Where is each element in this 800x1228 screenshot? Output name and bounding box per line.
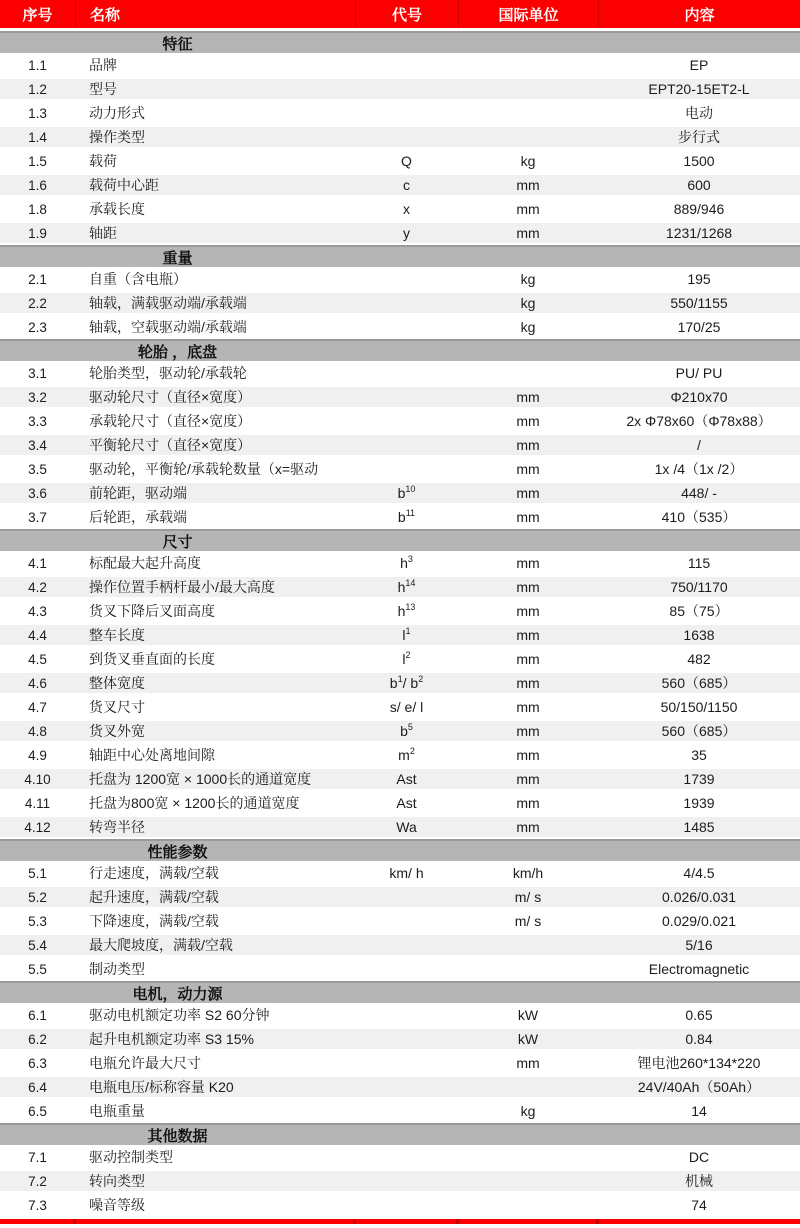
row-value-cell: 1638	[683, 627, 715, 643]
spec-row	[0, 623, 800, 647]
row-name-cell: 货叉下降后叉面高度	[89, 603, 215, 619]
row-number-cell: 7.2	[28, 1173, 47, 1189]
row-number-cell: 3.4	[28, 437, 47, 453]
row-number-cell: 5.4	[28, 937, 47, 953]
row-number-cell: 1.9	[28, 225, 47, 241]
row-name-cell: 驱动控制类型	[89, 1149, 173, 1165]
row-number-cell: 3.3	[28, 413, 47, 429]
row-value-cell: 550/1155	[670, 295, 728, 311]
row-value-cell: 步行式	[678, 129, 720, 145]
row-number-cell: 1.4	[28, 129, 47, 145]
row-symbol-cell: x	[403, 201, 410, 217]
row-value-cell: 889/946	[673, 201, 725, 217]
row-number-cell: 3.6	[28, 485, 47, 501]
spec-row	[0, 815, 800, 839]
row-name-cell: 轴距	[89, 225, 117, 241]
spec-row	[0, 957, 800, 981]
spec-row	[0, 1193, 800, 1217]
row-unit-cell: m/ s	[514, 889, 542, 905]
section-header	[0, 31, 800, 53]
spec-row	[0, 1075, 800, 1099]
row-symbol-cell: b 11	[397, 508, 416, 525]
row-symbol-cell: s/ e/ l	[389, 699, 424, 715]
row-value-cell: 1x /4（1x /2）	[654, 461, 744, 477]
row-value-cell: 170/25	[677, 319, 721, 335]
section-title: 尺寸	[162, 533, 193, 551]
footer-divider	[73, 1219, 76, 1224]
row-unit-cell: mm	[516, 413, 540, 429]
row-name-cell: 最大爬坡度，满载/空载	[89, 937, 233, 953]
row-name-cell: 驱动电机额定功率 S2 60分钟	[89, 1007, 270, 1023]
row-name-cell: 货叉尺寸	[89, 699, 145, 715]
footer-divider	[456, 1219, 459, 1224]
spec-row	[0, 1099, 800, 1123]
row-name-cell: 整车长度	[89, 627, 145, 643]
row-number-cell: 7.3	[28, 1197, 47, 1213]
row-number-cell: 5.1	[28, 865, 47, 881]
row-value-cell: 35	[691, 747, 707, 763]
row-value-cell: 1500	[683, 153, 715, 169]
row-name-cell: 到货叉垂直面的长度	[89, 651, 215, 667]
row-name-cell: 噪音等级	[89, 1197, 145, 1213]
spec-row	[0, 315, 800, 339]
row-value-cell: 0.029/0.021	[662, 913, 736, 929]
spec-row	[0, 743, 800, 767]
spec-row	[0, 173, 800, 197]
row-name-cell: 行走速度，满载/空载	[89, 865, 219, 881]
spec-row	[0, 385, 800, 409]
row-symbol-cell: c	[403, 177, 410, 193]
row-number-cell: 4.10	[24, 771, 51, 787]
row-symbol-cell: h 3	[400, 554, 413, 571]
row-unit-cell: kg	[520, 153, 536, 169]
row-name-cell: 起升电机额定功率 S3 15%	[89, 1031, 254, 1047]
spec-row	[0, 695, 800, 719]
row-value-cell: 1485	[683, 819, 715, 835]
row-name-cell: 轴距中心处离地间隙	[89, 747, 215, 763]
row-value-cell: Electromagnetic	[648, 961, 750, 977]
row-value-cell: DC	[688, 1149, 710, 1165]
row-unit-cell: mm	[516, 177, 540, 193]
row-symbol-cell: b 10	[397, 484, 416, 501]
row-value-cell: 448/ -	[681, 485, 717, 501]
row-number-cell: 2.1	[28, 271, 47, 287]
row-number-cell: 4.7	[28, 699, 47, 715]
row-name-cell: 货叉外宽	[89, 723, 145, 739]
row-unit-cell: kW	[517, 1007, 539, 1023]
row-name-cell: 操作位置手柄杆最小/最大高度	[89, 579, 275, 595]
row-value-cell: 750/1170	[670, 579, 728, 595]
row-value-cell: 0.026/0.031	[662, 889, 736, 905]
row-name-cell: 转弯半径	[89, 819, 145, 835]
spec-row	[0, 53, 800, 77]
row-number-cell: 6.2	[28, 1031, 47, 1047]
spec-table-body	[0, 31, 800, 1217]
row-unit-cell: kg	[520, 1103, 536, 1119]
spec-row	[0, 409, 800, 433]
row-unit-cell: mm	[516, 603, 540, 619]
row-number-cell: 1.6	[28, 177, 47, 193]
spec-row	[0, 149, 800, 173]
row-name-cell: 起升速度，满载/空载	[89, 889, 219, 905]
row-name-cell: 操作类型	[89, 129, 145, 145]
row-number-cell: 4.6	[28, 675, 47, 691]
row-value-cell: 24V/40Ah（50Ah）	[637, 1079, 761, 1095]
row-symbol-cell: y	[403, 225, 410, 241]
row-value-cell: 1231/1268	[665, 225, 733, 241]
section-title: 电机，动力源	[132, 985, 223, 1003]
row-value-cell: EP	[689, 57, 709, 73]
row-number-cell: 4.3	[28, 603, 47, 619]
spec-row	[0, 885, 800, 909]
row-number-cell: 4.4	[28, 627, 47, 643]
row-symbol-cell: Ast	[396, 771, 417, 787]
section-title: 轮胎 ，底盘	[137, 343, 218, 361]
row-symbol-cell: l 1	[402, 626, 411, 643]
row-value-cell: 195	[687, 271, 711, 287]
row-name-cell: 转向类型	[89, 1173, 145, 1189]
spec-row	[0, 221, 800, 245]
row-symbol-cell: Wa	[396, 819, 417, 835]
row-unit-cell: mm	[516, 437, 540, 453]
row-number-cell: 4.1	[28, 555, 47, 571]
spec-row	[0, 481, 800, 505]
spec-row	[0, 101, 800, 125]
spec-row	[0, 1169, 800, 1193]
row-name-cell: 承载长度	[89, 201, 145, 217]
row-unit-cell: mm	[516, 225, 540, 241]
row-unit-cell: m/ s	[514, 913, 542, 929]
row-unit-cell: kW	[517, 1031, 539, 1047]
row-number-cell: 1.1	[28, 57, 47, 73]
footer-divider	[353, 1219, 356, 1224]
row-number-cell: 6.4	[28, 1079, 47, 1095]
row-unit-cell: mm	[516, 555, 540, 571]
row-value-cell: 115	[687, 555, 711, 571]
row-value-cell: 5/16	[685, 937, 713, 953]
spec-row	[0, 505, 800, 529]
row-number-cell: 5.3	[28, 913, 47, 929]
row-number-cell: 1.8	[28, 201, 47, 217]
row-unit-cell: mm	[516, 509, 540, 525]
spec-row	[0, 361, 800, 385]
row-value-cell: 1939	[683, 795, 715, 811]
row-number-cell: 4.12	[24, 819, 51, 835]
section-header	[0, 245, 800, 267]
row-name-cell: 电瓶重量	[89, 1103, 145, 1119]
row-number-cell: 1.5	[28, 153, 47, 169]
spec-row	[0, 267, 800, 291]
row-unit-cell: mm	[516, 819, 540, 835]
spec-row	[0, 767, 800, 791]
row-value-cell: 0.84	[685, 1031, 713, 1047]
row-number-cell: 4.2	[28, 579, 47, 595]
spec-row	[0, 719, 800, 743]
row-number-cell: 5.5	[28, 961, 47, 977]
row-value-cell: 74	[691, 1197, 707, 1213]
row-number-cell: 2.3	[28, 319, 47, 335]
row-value-cell: /	[697, 437, 701, 453]
row-name-cell: 动力形式	[89, 105, 145, 121]
header-cell-number: 序号	[22, 6, 53, 24]
row-unit-cell: kg	[520, 271, 536, 287]
row-unit-cell: mm	[516, 627, 540, 643]
spec-row	[0, 909, 800, 933]
row-unit-cell: mm	[516, 771, 540, 787]
row-symbol-cell: Q	[401, 153, 412, 169]
row-name-cell: 电瓶电压/标称容量 K20	[89, 1079, 234, 1095]
row-unit-cell: kg	[520, 319, 536, 335]
row-unit-cell: mm	[516, 485, 540, 501]
row-number-cell: 3.2	[28, 389, 47, 405]
spec-row	[0, 433, 800, 457]
row-name-cell: 后轮距，承载端	[89, 509, 187, 525]
section-header	[0, 981, 800, 1003]
spec-row	[0, 933, 800, 957]
section-header	[0, 1123, 800, 1145]
spec-row	[0, 551, 800, 575]
row-value-cell: EPT20-15ET2-L	[648, 81, 750, 97]
row-name-cell: 下降速度，满载/空载	[89, 913, 219, 929]
row-symbol-cell: b 5	[400, 722, 413, 739]
header-cell-content: 内容	[598, 0, 800, 28]
spec-row	[0, 861, 800, 885]
row-value-cell: 410（535）	[661, 509, 737, 525]
row-symbol-cell: h 14	[397, 578, 416, 595]
spec-row	[0, 647, 800, 671]
row-unit-cell: kg	[520, 295, 536, 311]
row-value-cell: 机械	[685, 1173, 713, 1189]
row-name-cell: 轴载，满载驱动端/承载端	[89, 295, 247, 311]
row-name-cell: 平衡轮尺寸（直径×宽度）	[89, 437, 252, 453]
spec-row	[0, 457, 800, 481]
spec-row	[0, 791, 800, 815]
row-value-cell: 482	[687, 651, 711, 667]
row-unit-cell: mm	[516, 389, 540, 405]
row-name-cell: 轴载，空载驱动端/承载端	[89, 319, 247, 335]
row-name-cell: 标配最大起升高度	[89, 555, 201, 571]
row-unit-cell: km/h	[512, 865, 544, 881]
row-unit-cell: mm	[516, 579, 540, 595]
row-unit-cell: mm	[516, 1055, 540, 1071]
row-value-cell: 14	[691, 1103, 707, 1119]
row-unit-cell: mm	[516, 699, 540, 715]
row-number-cell: 6.1	[28, 1007, 47, 1023]
row-name-cell: 载荷中心距	[89, 177, 159, 193]
row-name-cell: 托盘为800宽 × 1200长的通道宽度	[89, 795, 300, 811]
section-title: 特征	[162, 35, 193, 53]
row-name-cell: 自重（含电瓶）	[89, 271, 187, 287]
header-cell-unit: 国际单位	[458, 0, 598, 28]
spec-row	[0, 1051, 800, 1075]
header-cell-name: 名称	[75, 0, 355, 28]
row-name-cell: 整体宽度	[89, 675, 145, 691]
section-header	[0, 839, 800, 861]
row-number-cell: 3.7	[28, 509, 47, 525]
row-number-cell: 6.5	[28, 1103, 47, 1119]
row-name-cell: 驱动轮，平衡轮/承载轮数量（x=驱动	[89, 461, 319, 477]
row-name-cell: 托盘为 1200宽 × 1000长的通道宽度	[89, 771, 312, 787]
row-value-cell: 2x Φ78x60（Φ78x88）	[626, 413, 772, 429]
row-name-cell: 前轮距，驱动端	[89, 485, 187, 501]
section-title: 性能参数	[147, 843, 208, 861]
row-unit-cell: mm	[516, 795, 540, 811]
row-name-cell: 型号	[89, 81, 117, 97]
section-header	[0, 339, 800, 361]
row-symbol-cell: l 2	[402, 650, 411, 667]
row-number-cell: 6.3	[28, 1055, 47, 1071]
spec-row	[0, 125, 800, 149]
row-symbol-cell: b 1 / b 2	[389, 674, 424, 691]
spec-row	[0, 1145, 800, 1169]
row-number-cell: 7.1	[28, 1149, 47, 1165]
row-name-cell: 驱动轮尺寸（直径×宽度）	[89, 389, 252, 405]
row-number-cell: 4.5	[28, 651, 47, 667]
row-number-cell: 4.9	[28, 747, 47, 763]
row-symbol-cell: Ast	[396, 795, 417, 811]
row-value-cell: Φ210x70	[670, 389, 728, 405]
row-unit-cell: mm	[516, 675, 540, 691]
row-symbol-cell: h 13	[397, 602, 416, 619]
row-number-cell: 1.3	[28, 105, 47, 121]
row-unit-cell: mm	[516, 461, 540, 477]
spec-row	[0, 1003, 800, 1027]
spec-row	[0, 77, 800, 101]
row-value-cell: 1739	[683, 771, 715, 787]
row-number-cell: 3.1	[28, 365, 47, 381]
row-value-cell: 560（685）	[661, 675, 737, 691]
spec-row	[0, 599, 800, 623]
row-number-cell: 5.2	[28, 889, 47, 905]
section-header	[0, 529, 800, 551]
spec-row	[0, 575, 800, 599]
row-name-cell: 载荷	[89, 153, 117, 169]
row-value-cell: 85（75）	[669, 603, 729, 619]
row-name-cell: 品牌	[89, 57, 117, 73]
row-unit-cell: mm	[516, 723, 540, 739]
row-value-cell: 4/4.5	[683, 865, 715, 881]
row-number-cell: 4.11	[24, 795, 51, 811]
row-unit-cell: mm	[516, 651, 540, 667]
header-cell-symbol: 代号	[355, 0, 458, 28]
spec-row	[0, 291, 800, 315]
spec-row	[0, 1027, 800, 1051]
section-title: 其他数据	[147, 1127, 208, 1145]
row-symbol-cell: km/ h	[389, 865, 424, 881]
row-number-cell: 2.2	[28, 295, 47, 311]
row-value-cell: PU/ PU	[675, 365, 723, 381]
footer-accent-bar	[0, 1219, 800, 1224]
row-number-cell: 1.2	[28, 81, 47, 97]
spec-row	[0, 197, 800, 221]
row-name-cell: 承载轮尺寸（直径×宽度）	[89, 413, 252, 429]
row-value-cell: 600	[687, 177, 711, 193]
row-number-cell: 3.5	[28, 461, 47, 477]
footer-divider	[596, 1219, 599, 1224]
spec-row	[0, 671, 800, 695]
row-name-cell: 制动类型	[89, 961, 145, 977]
row-number-cell: 4.8	[28, 723, 47, 739]
row-value-cell: 电动	[685, 105, 713, 121]
row-symbol-cell: m 2	[398, 746, 415, 763]
table-header-row	[0, 0, 800, 28]
row-unit-cell: mm	[516, 201, 540, 217]
row-name-cell: 电瓶允许最大尺寸	[89, 1055, 201, 1071]
row-value-cell: 50/150/1150	[660, 699, 738, 715]
row-value-cell: 560（685）	[661, 723, 737, 739]
row-name-cell: 轮胎类型，驱动轮/承载轮	[89, 365, 247, 381]
section-title: 重量	[162, 249, 193, 267]
row-value-cell: 锂电池260*134*220	[637, 1055, 761, 1071]
row-unit-cell: mm	[516, 747, 540, 763]
row-value-cell: 0.65	[685, 1007, 713, 1023]
